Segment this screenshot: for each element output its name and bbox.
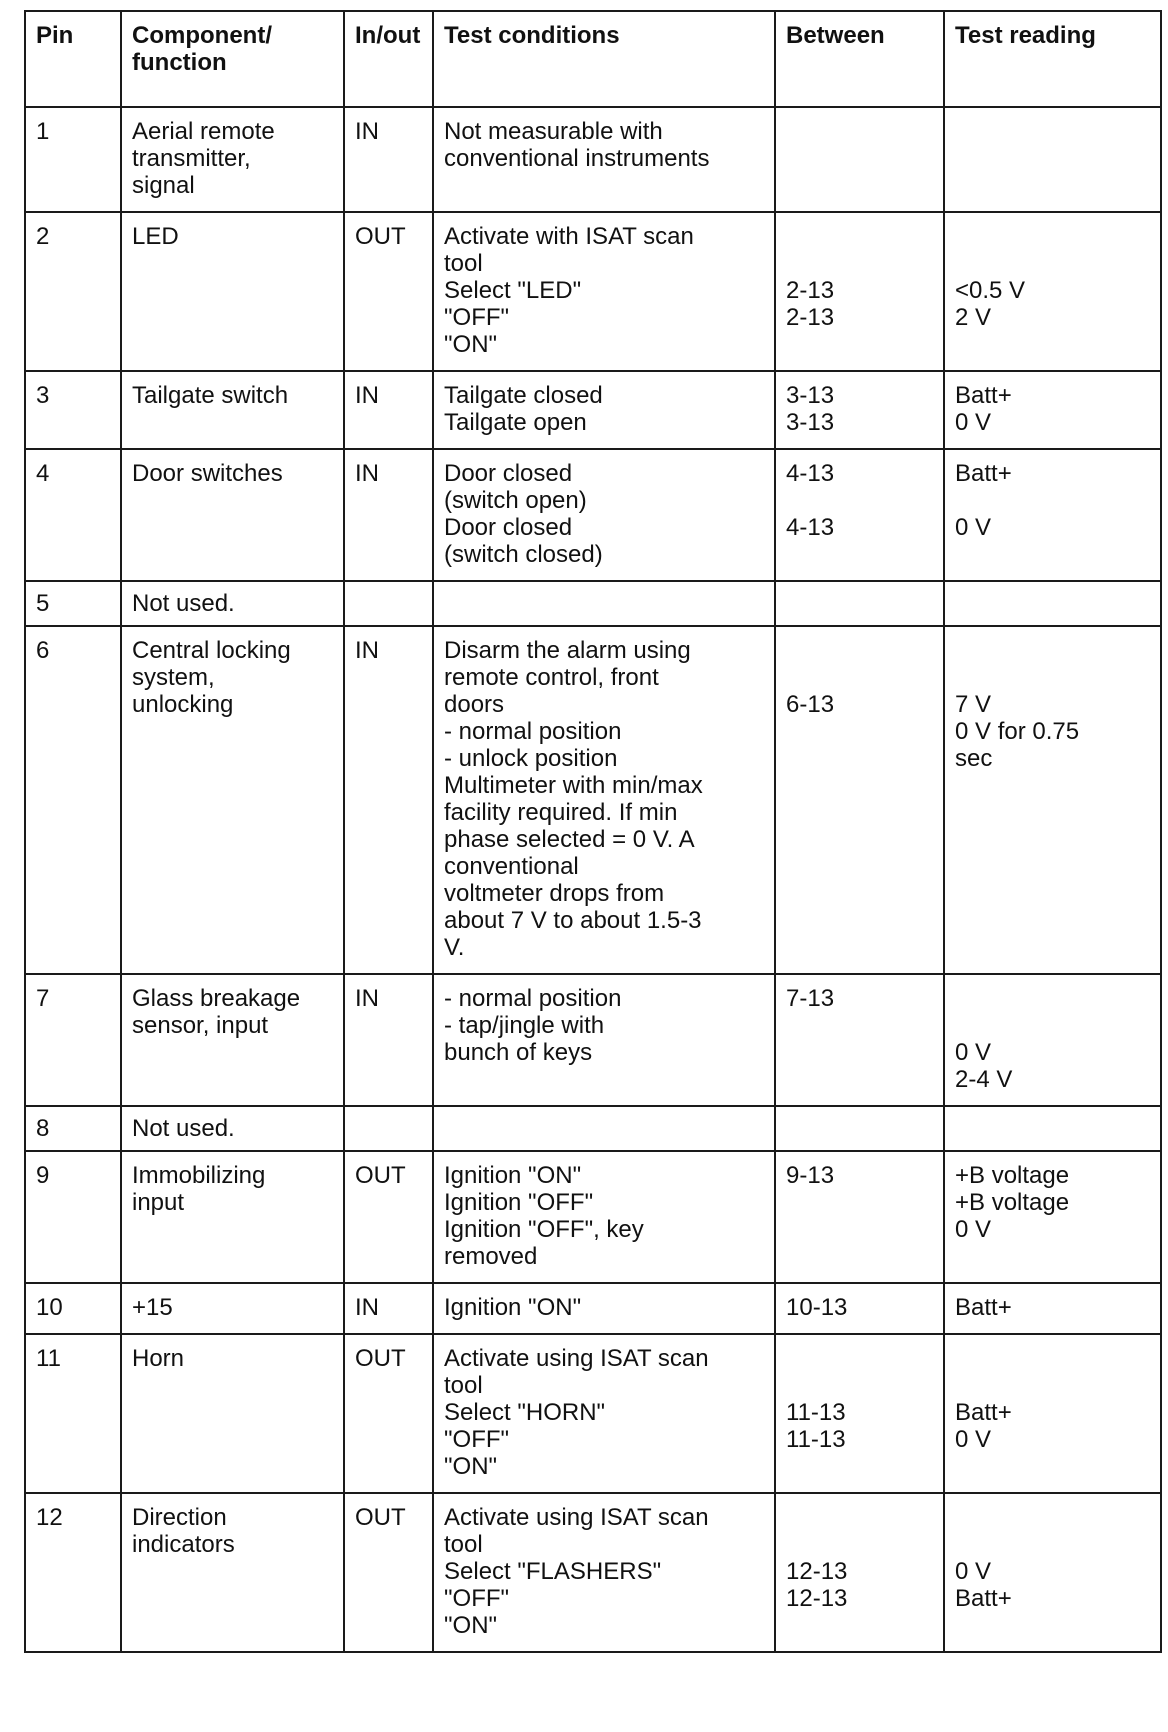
cell-inout: IN bbox=[344, 974, 433, 1106]
cell-reading: 0 V 2-4 V bbox=[944, 974, 1161, 1106]
cell-component: Immobilizing input bbox=[121, 1151, 344, 1283]
cell-conditions: - normal position - tap/jingle with bunch of keys bbox=[433, 974, 775, 1106]
cell-between: 7-13 bbox=[775, 974, 944, 1106]
cell-component: Tailgate switch bbox=[121, 371, 344, 449]
table-row bbox=[25, 1106, 1161, 1151]
cell-reading: +B voltage +B voltage 0 V bbox=[944, 1151, 1161, 1283]
header-pin: Pin bbox=[25, 11, 121, 107]
cell-between: 10-13 bbox=[775, 1283, 944, 1334]
table-header-row bbox=[25, 11, 1161, 107]
cell-reading: 7 V 0 V for 0.75 sec bbox=[944, 626, 1161, 974]
cell-conditions: Not measurable with conventional instruments bbox=[433, 107, 775, 212]
cell-pin: 6 bbox=[25, 626, 121, 974]
cell-between bbox=[775, 107, 944, 212]
cell-pin: 5 bbox=[25, 581, 121, 626]
cell-component: Door switches bbox=[121, 449, 344, 581]
cell-conditions: Activate using ISAT scan tool Select "FLASHERS" "OFF" "ON" bbox=[433, 1493, 775, 1652]
cell-between: 12-13 12-13 bbox=[775, 1493, 944, 1652]
cell-conditions: Disarm the alarm using remote control, front doors - normal position - unlock position Multimeter with min/max facility required. If min phase selected = 0 V. A conventional voltmeter drops from about 7 V to about 1.5-3 V. bbox=[433, 626, 775, 974]
cell-reading: 0 V Batt+ bbox=[944, 1493, 1161, 1652]
table-row bbox=[25, 1283, 1161, 1334]
cell-inout: IN bbox=[344, 1283, 433, 1334]
table-row bbox=[25, 212, 1161, 371]
cell-inout: OUT bbox=[344, 1151, 433, 1283]
cell-inout: IN bbox=[344, 449, 433, 581]
cell-pin: 11 bbox=[25, 1334, 121, 1493]
cell-pin: 10 bbox=[25, 1283, 121, 1334]
cell-between: 11-13 11-13 bbox=[775, 1334, 944, 1493]
header-reading: Test reading bbox=[944, 11, 1161, 107]
cell-reading: Batt+ bbox=[944, 1283, 1161, 1334]
cell-conditions bbox=[433, 581, 775, 626]
table-row bbox=[25, 1151, 1161, 1283]
cell-inout bbox=[344, 1106, 433, 1151]
table-row bbox=[25, 974, 1161, 1106]
header-component: Component/ function bbox=[121, 11, 344, 107]
cell-inout: IN bbox=[344, 107, 433, 212]
table-row bbox=[25, 371, 1161, 449]
cell-inout: OUT bbox=[344, 1334, 433, 1493]
cell-inout bbox=[344, 581, 433, 626]
cell-inout: IN bbox=[344, 371, 433, 449]
cell-inout: OUT bbox=[344, 212, 433, 371]
cell-component: Central locking system, unlocking bbox=[121, 626, 344, 974]
pin-test-table-page bbox=[24, 10, 1160, 1653]
cell-between: 4-13 4-13 bbox=[775, 449, 944, 581]
table-row bbox=[25, 581, 1161, 626]
cell-between: 2-13 2-13 bbox=[775, 212, 944, 371]
cell-reading bbox=[944, 581, 1161, 626]
cell-component: LED bbox=[121, 212, 344, 371]
table-row bbox=[25, 107, 1161, 212]
cell-reading bbox=[944, 107, 1161, 212]
cell-component: Direction indicators bbox=[121, 1493, 344, 1652]
cell-reading bbox=[944, 1106, 1161, 1151]
cell-between bbox=[775, 581, 944, 626]
cell-conditions: Activate using ISAT scan tool Select "HORN" "OFF" "ON" bbox=[433, 1334, 775, 1493]
pin-test-table bbox=[24, 10, 1162, 1653]
cell-conditions: Ignition "ON" Ignition "OFF" Ignition "OFF", key removed bbox=[433, 1151, 775, 1283]
cell-component: Glass breakage sensor, input bbox=[121, 974, 344, 1106]
cell-component: +15 bbox=[121, 1283, 344, 1334]
cell-conditions: Door closed (switch open) Door closed (switch closed) bbox=[433, 449, 775, 581]
cell-reading: Batt+ 0 V bbox=[944, 371, 1161, 449]
cell-between bbox=[775, 1106, 944, 1151]
cell-pin: 7 bbox=[25, 974, 121, 1106]
cell-reading: Batt+ 0 V bbox=[944, 449, 1161, 581]
header-inout: In/out bbox=[344, 11, 433, 107]
cell-conditions: Ignition "ON" bbox=[433, 1283, 775, 1334]
table-row bbox=[25, 1493, 1161, 1652]
header-conditions: Test conditions bbox=[433, 11, 775, 107]
table-row bbox=[25, 626, 1161, 974]
cell-pin: 8 bbox=[25, 1106, 121, 1151]
cell-conditions: Activate with ISAT scan tool Select "LED" "OFF" "ON" bbox=[433, 212, 775, 371]
cell-reading: <0.5 V 2 V bbox=[944, 212, 1161, 371]
cell-pin: 12 bbox=[25, 1493, 121, 1652]
cell-component: Aerial remote transmitter, signal bbox=[121, 107, 344, 212]
cell-pin: 1 bbox=[25, 107, 121, 212]
cell-between: 3-13 3-13 bbox=[775, 371, 944, 449]
header-between: Between bbox=[775, 11, 944, 107]
cell-pin: 9 bbox=[25, 1151, 121, 1283]
cell-inout: IN bbox=[344, 626, 433, 974]
cell-between: 9-13 bbox=[775, 1151, 944, 1283]
cell-inout: OUT bbox=[344, 1493, 433, 1652]
table-row bbox=[25, 1334, 1161, 1493]
cell-between: 6-13 bbox=[775, 626, 944, 974]
cell-pin: 4 bbox=[25, 449, 121, 581]
cell-component: Not used. bbox=[121, 1106, 344, 1151]
cell-pin: 2 bbox=[25, 212, 121, 371]
cell-conditions: Tailgate closed Tailgate open bbox=[433, 371, 775, 449]
cell-pin: 3 bbox=[25, 371, 121, 449]
cell-component: Horn bbox=[121, 1334, 344, 1493]
cell-conditions bbox=[433, 1106, 775, 1151]
cell-component: Not used. bbox=[121, 581, 344, 626]
table-row bbox=[25, 449, 1161, 581]
cell-reading: Batt+ 0 V bbox=[944, 1334, 1161, 1493]
